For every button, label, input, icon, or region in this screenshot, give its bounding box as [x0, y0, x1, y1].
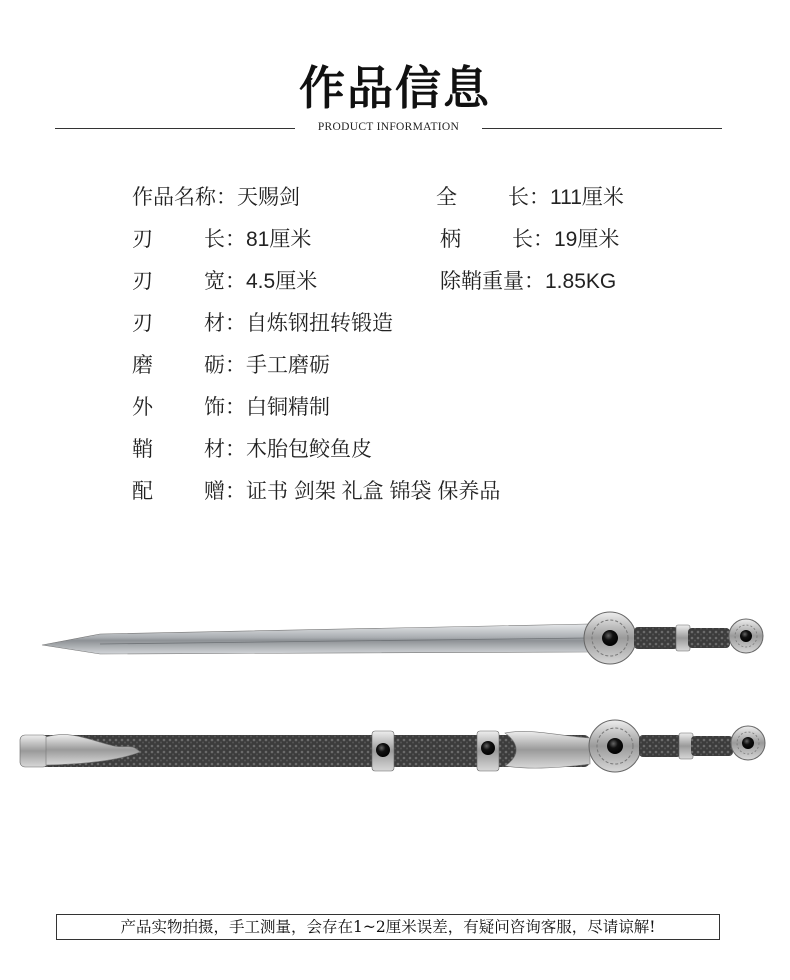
- sword-sheathed-view: [20, 720, 765, 772]
- gem: [742, 737, 754, 749]
- pommel: [731, 726, 765, 760]
- spec-label-a: 鞘: [132, 438, 153, 461]
- throat-ornament: [505, 731, 590, 768]
- grip: [639, 735, 681, 757]
- spec-value: 111厘米: [550, 186, 624, 209]
- gem: [607, 738, 623, 754]
- spec-value: 木胎包鲛鱼皮: [246, 438, 372, 461]
- disclaimer-notice: 产品实物拍摄，手工测量，会存在1~2厘米误差，有疑问咨询客服，尽请谅解!: [56, 914, 720, 940]
- spec-label-a: 柄: [440, 228, 461, 251]
- grip: [688, 628, 730, 648]
- gem: [481, 741, 495, 755]
- spec-label-b: 宽：: [204, 270, 246, 293]
- spec-label-a: 刃: [132, 312, 153, 335]
- spec-label-b: 材：: [204, 312, 246, 335]
- spec-label-b: 砺：: [204, 354, 246, 377]
- spec-value: 4.5厘米: [246, 270, 318, 293]
- scabbard-chape: [20, 735, 48, 767]
- spec-label-a: 刃: [132, 270, 153, 293]
- guard: [584, 612, 636, 664]
- spec-label-a: 刃: [132, 228, 153, 251]
- grip: [634, 627, 678, 649]
- spec-value: 1.85KG: [545, 270, 617, 293]
- page-title: 作品信息: [299, 61, 491, 115]
- pommel: [729, 619, 763, 653]
- spec-label-a: 磨: [132, 354, 153, 377]
- spec-value: 自炼钢扭转锻造: [246, 312, 393, 335]
- spec-label-a: 全: [436, 186, 457, 209]
- spec-value: 白铜精制: [246, 396, 330, 419]
- grip-band: [676, 625, 690, 651]
- spec-label-b: 赠：: [204, 480, 246, 503]
- spec-label: 作品名称：: [132, 186, 237, 209]
- page-subtitle: PRODUCT INFORMATION: [317, 121, 460, 133]
- spec-value: 81厘米: [246, 228, 312, 251]
- guard: [589, 720, 641, 772]
- spec-label: 除鞘重量：: [440, 270, 545, 293]
- spec-label-b: 长：: [204, 228, 246, 251]
- spec-label-a: 外: [132, 396, 153, 419]
- grip: [691, 736, 733, 756]
- sword-blade-view: [42, 612, 763, 664]
- spec-value: 证书 剑架 礼盒 锦袋 保养品: [246, 480, 501, 503]
- gem: [376, 743, 390, 757]
- gem: [740, 630, 752, 642]
- spec-value: 天赐剑: [237, 186, 300, 209]
- spec-label-b: 饰：: [204, 396, 246, 419]
- spec-value: 19厘米: [554, 228, 620, 251]
- spec-label-a: 配: [132, 480, 153, 503]
- gem: [602, 630, 618, 646]
- spec-label-b: 长：: [512, 228, 554, 251]
- spec-label-b: 材：: [204, 438, 246, 461]
- spec-value: 手工磨砺: [246, 354, 330, 377]
- spec-label-b: 长：: [508, 186, 550, 209]
- grip-band: [679, 733, 693, 759]
